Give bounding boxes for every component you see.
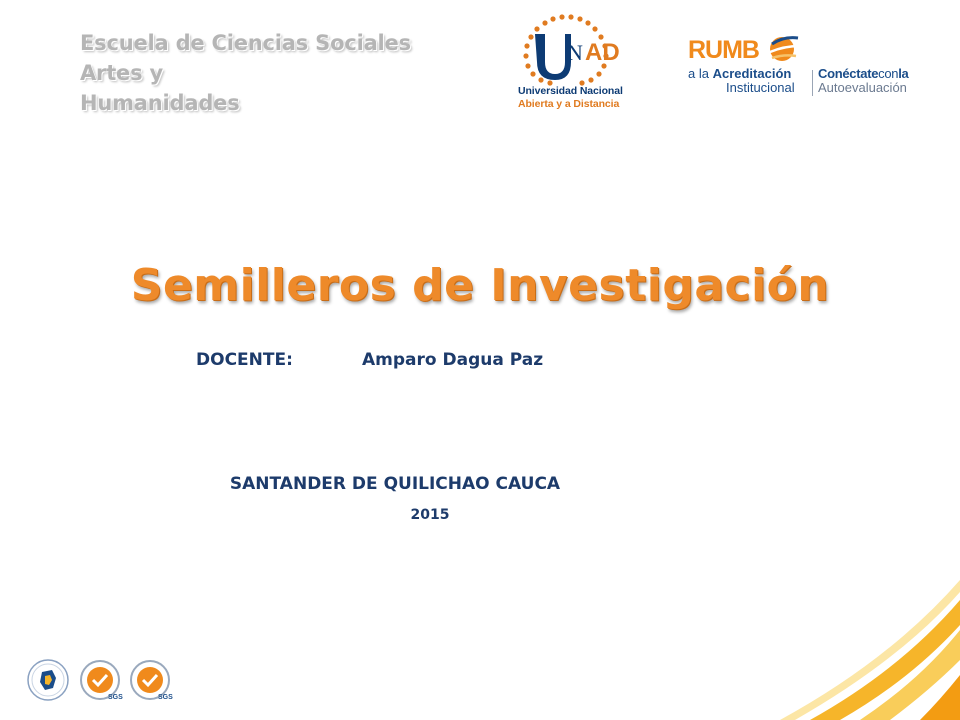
badge-sgs-label: SGS	[158, 694, 173, 701]
rumbo-right2: Autoevaluación	[818, 80, 907, 95]
docente-name: Amparo Dagua Paz	[362, 350, 544, 370]
compass-globe-icon	[764, 32, 804, 64]
rumbo-right1-a: Conéctate	[818, 66, 879, 81]
certification-badges	[26, 658, 186, 708]
school-name	[80, 28, 480, 118]
rumbo-word: RUMB	[688, 36, 759, 64]
unad-line1: Universidad Nacional	[518, 85, 623, 97]
svg-text:AD: AD	[585, 39, 620, 66]
rumbo-line1-b: Acreditación	[712, 66, 792, 81]
rumbo-logo	[688, 30, 938, 105]
rumbo-divider	[812, 70, 813, 96]
unad-emblem-icon	[515, 14, 640, 86]
rumbo-line1-a: a la	[688, 66, 713, 81]
svg-text:N: N	[567, 40, 583, 65]
year: 2015	[410, 507, 450, 523]
slide-title: Semilleros de Investigación	[130, 260, 830, 311]
unad-logo	[515, 14, 640, 114]
school-name-line2: Humanidades	[80, 91, 240, 115]
rumbo-line2: Institucional	[726, 80, 795, 95]
colombia-seal-icon	[26, 658, 70, 702]
docente-label: DOCENTE:	[196, 350, 293, 370]
decorative-swoosh-icon	[780, 580, 960, 720]
rumbo-right1-b: con	[878, 66, 899, 81]
place-name: SANTANDER DE QUILICHAO CAUCA	[229, 474, 561, 494]
badge-sgs-label: SGS	[108, 694, 123, 701]
school-name-line1: Escuela de Ciencias Sociales Artes y	[80, 31, 411, 85]
rumbo-right1	[818, 66, 908, 81]
rumbo-line1	[688, 66, 791, 81]
rumbo-right1-c: la	[898, 66, 909, 81]
unad-line2: Abierta y a Distancia	[518, 98, 620, 110]
